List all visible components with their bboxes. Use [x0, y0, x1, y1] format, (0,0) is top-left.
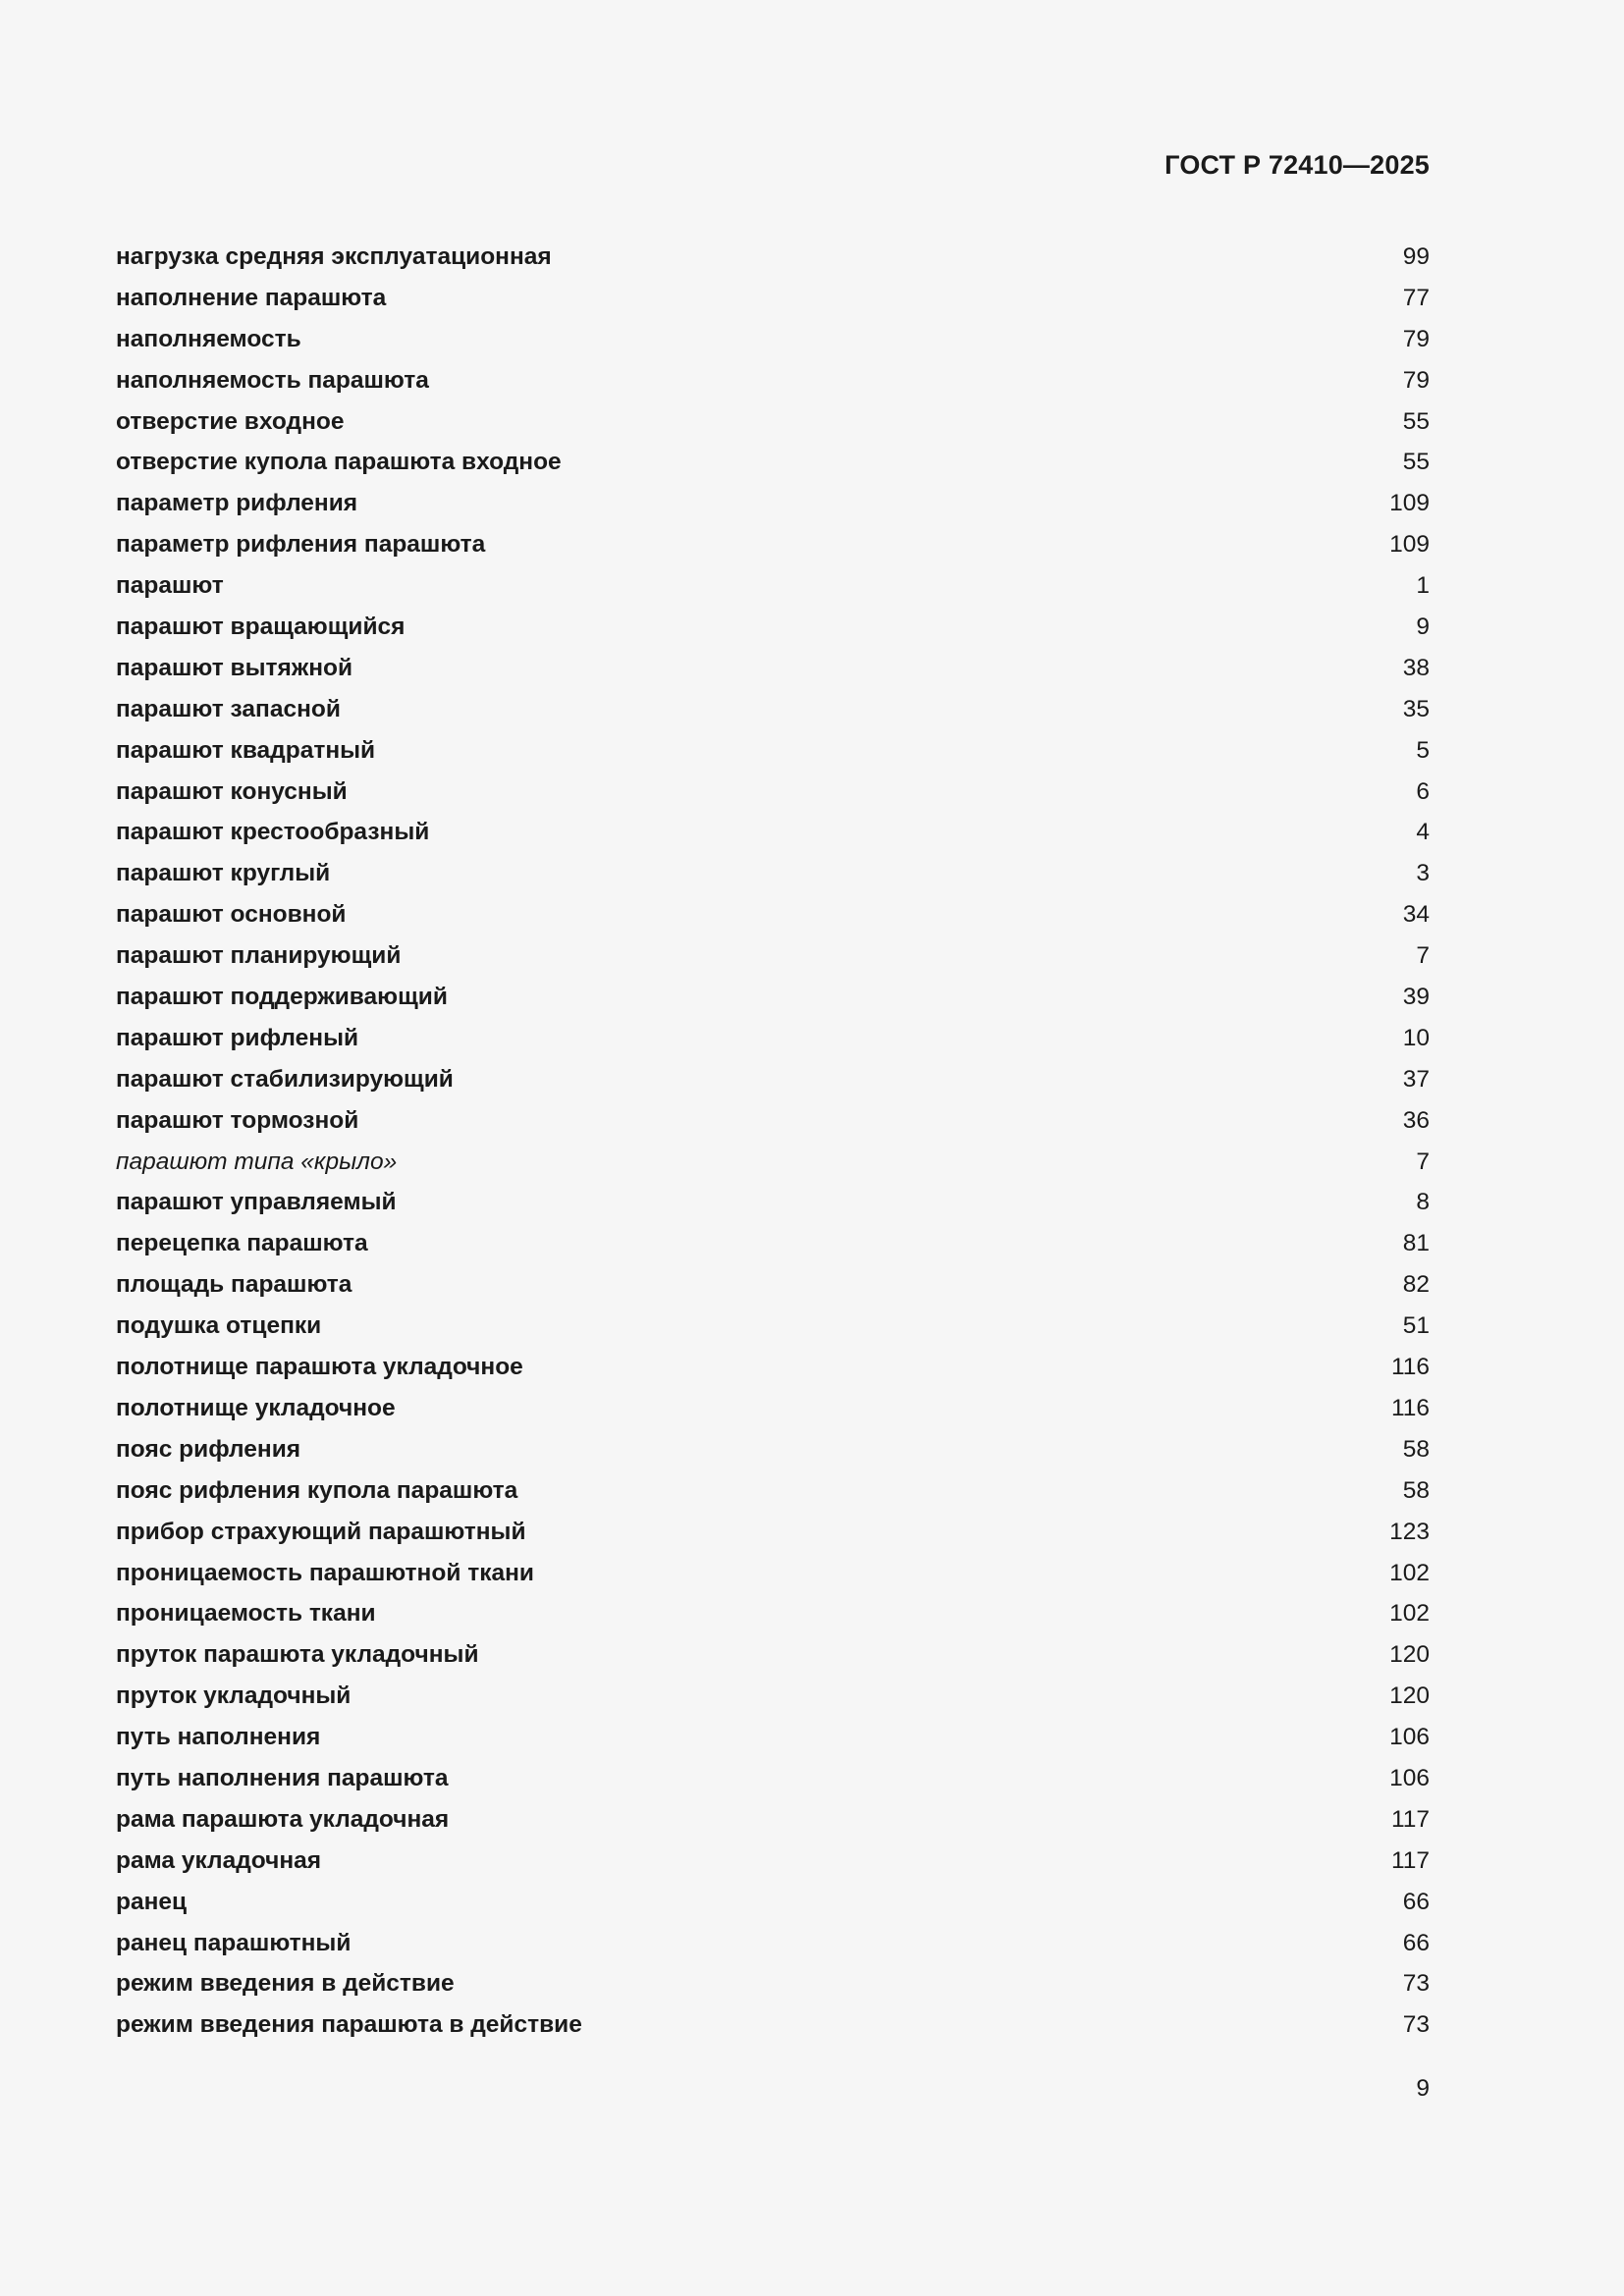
- index-term-number: 106: [1389, 1724, 1430, 1751]
- index-term: парашют основной: [116, 901, 347, 929]
- index-entry: [116, 278, 1430, 319]
- index-term: путь наполнения: [116, 1724, 321, 1751]
- index-term: парашют круглый: [116, 860, 331, 887]
- index-term-number: 4: [1416, 819, 1430, 846]
- index-term: полотнище укладочное: [116, 1394, 396, 1421]
- index-entry: [116, 1388, 1430, 1429]
- index-term-number: 117: [1390, 1805, 1430, 1833]
- index-term: парашют стабилизирующий: [116, 1065, 454, 1093]
- index-term-number: 6: [1416, 777, 1430, 805]
- index-term-number: 8: [1416, 1189, 1430, 1216]
- index-term-number: 55: [1402, 449, 1430, 476]
- index-term-number: 73: [1402, 1970, 1430, 1998]
- index-term-number: 79: [1402, 325, 1430, 352]
- index-entry: [116, 1182, 1430, 1223]
- index-term-number: 39: [1402, 984, 1430, 1011]
- index-entry: [116, 772, 1430, 813]
- index-term: парашют запасной: [116, 695, 341, 722]
- index-term-number: 5: [1416, 736, 1430, 764]
- index-term-number: 37: [1402, 1065, 1430, 1093]
- index-term: наполняемость: [116, 325, 301, 352]
- index-term-number: 123: [1389, 1518, 1430, 1545]
- index-term-number: 66: [1402, 1929, 1430, 1956]
- index-term: парашют поддерживающий: [116, 984, 448, 1011]
- page-number: 9: [1416, 2075, 1430, 2102]
- index-entry: [116, 1676, 1430, 1717]
- index-entry: [116, 1717, 1430, 1758]
- index-term-number: 109: [1389, 490, 1430, 517]
- index-term: парашют квадратный: [116, 736, 376, 764]
- index-entry: [116, 1593, 1430, 1634]
- index-entry: [116, 401, 1430, 443]
- index-term-number: 1: [1416, 572, 1430, 600]
- index-term-number: 79: [1402, 366, 1430, 394]
- index-entry: [116, 1553, 1430, 1594]
- index-entry: [116, 1142, 1430, 1183]
- index-entry: [116, 1429, 1430, 1470]
- index-entry: [116, 1100, 1430, 1142]
- index-entry: [116, 319, 1430, 360]
- index-entry: [116, 812, 1430, 853]
- document-designation: ГОСТ Р 72410—2025: [1164, 150, 1430, 180]
- index-entry: [116, 360, 1430, 401]
- index-term: параметр рифления парашюта: [116, 531, 486, 559]
- index-term-number: 34: [1402, 901, 1430, 929]
- index-entry: [116, 565, 1430, 607]
- index-term-number: 117: [1390, 1846, 1430, 1874]
- index-term-number: 102: [1389, 1559, 1430, 1586]
- index-entry: [116, 1347, 1430, 1388]
- index-term-number: 7: [1416, 1148, 1430, 1175]
- index-term: перецепка парашюта: [116, 1230, 368, 1257]
- index-term: парашют тормозной: [116, 1106, 359, 1134]
- index-entry: [116, 1018, 1430, 1059]
- index-term: полотнище парашюта укладочное: [116, 1354, 523, 1381]
- index-term-number: 116: [1390, 1354, 1430, 1381]
- index-term: парашют планирующий: [116, 942, 402, 970]
- index-term-number: 10: [1402, 1024, 1430, 1051]
- index-entry: [116, 1512, 1430, 1553]
- index-term: путь наполнения парашюта: [116, 1764, 449, 1791]
- index-term-number: 109: [1389, 531, 1430, 559]
- index-term: проницаемость ткани: [116, 1600, 376, 1628]
- index-term: ранец парашютный: [116, 1929, 352, 1956]
- index-term: отверстие купола парашюта входное: [116, 449, 562, 476]
- index-entry: [116, 1799, 1430, 1841]
- index-entry: [116, 977, 1430, 1018]
- index-term-number: 106: [1389, 1764, 1430, 1791]
- index-term-number: 81: [1402, 1230, 1430, 1257]
- index-term-number: 116: [1390, 1394, 1430, 1421]
- index-term: подушка отцепки: [116, 1312, 322, 1340]
- index-term-number: 55: [1402, 407, 1430, 435]
- index-term: ранец: [116, 1888, 188, 1915]
- index-term: рама парашюта укладочная: [116, 1805, 450, 1833]
- index-entry: [116, 607, 1430, 648]
- index-entry: [116, 1059, 1430, 1100]
- index-term: парашют рифленый: [116, 1024, 359, 1051]
- index-entry: [116, 483, 1430, 524]
- index-entry: [116, 237, 1430, 278]
- index-entry: [116, 1223, 1430, 1264]
- index-term: нагрузка средняя эксплуатационная: [116, 243, 552, 270]
- index-term-number: 9: [1416, 614, 1430, 641]
- index-term: прибор страхующий парашютный: [116, 1518, 526, 1545]
- index-term: режим введения в действие: [116, 1970, 455, 1998]
- index-entry: [116, 894, 1430, 935]
- index-term-number: 73: [1402, 2011, 1430, 2039]
- index-term-number: 36: [1402, 1106, 1430, 1134]
- index-term-number: 82: [1402, 1271, 1430, 1299]
- index-term-number: 38: [1402, 654, 1430, 681]
- index-term: режим введения парашюта в действие: [116, 2011, 582, 2039]
- index-term-number: 99: [1402, 243, 1430, 270]
- index-term: парашют вытяжной: [116, 654, 353, 681]
- index-term-number: 102: [1389, 1600, 1430, 1628]
- index-term: площадь парашюта: [116, 1271, 352, 1299]
- index-entry: [116, 1923, 1430, 1964]
- index-entry: [116, 1963, 1430, 2004]
- index-term-number: 3: [1416, 860, 1430, 887]
- index-term-number: 51: [1402, 1312, 1430, 1340]
- index-entry: [116, 1841, 1430, 1882]
- term-index-list: [116, 237, 1430, 2046]
- index-entry: [116, 648, 1430, 689]
- index-entry: [116, 1882, 1430, 1923]
- index-entry: [116, 1264, 1430, 1306]
- index-term: рама укладочная: [116, 1846, 322, 1874]
- index-entry: [116, 2004, 1430, 2046]
- index-term: парашют конусный: [116, 777, 348, 805]
- index-term: пруток парашюта укладочный: [116, 1641, 479, 1669]
- index-entry: [116, 730, 1430, 772]
- index-entry: [116, 935, 1430, 977]
- index-entry: [116, 442, 1430, 483]
- index-term: пруток укладочный: [116, 1682, 352, 1710]
- index-term-number: 58: [1402, 1435, 1430, 1463]
- index-term: парашют управляемый: [116, 1189, 397, 1216]
- index-term: отверстие входное: [116, 407, 345, 435]
- index-term: проницаемость парашютной ткани: [116, 1559, 534, 1586]
- index-term: парашют типа «крыло»: [116, 1148, 398, 1175]
- index-term-number: 35: [1402, 695, 1430, 722]
- index-term-number: 66: [1402, 1888, 1430, 1915]
- index-term: парашют вращающийся: [116, 614, 406, 641]
- index-term-number: 7: [1416, 942, 1430, 970]
- index-entry: [116, 689, 1430, 730]
- index-term: наполняемость парашюта: [116, 366, 429, 394]
- index-entry: [116, 853, 1430, 894]
- index-term-number: 120: [1389, 1682, 1430, 1710]
- index-term: пояс рифления: [116, 1435, 301, 1463]
- index-term-number: 77: [1402, 284, 1430, 311]
- index-term: наполнение парашюта: [116, 284, 387, 311]
- index-entry: [116, 1758, 1430, 1799]
- index-term: парашют: [116, 572, 224, 600]
- index-entry: [116, 1306, 1430, 1347]
- index-entry: [116, 1470, 1430, 1512]
- index-term-number: 58: [1402, 1476, 1430, 1504]
- index-term: пояс рифления купола парашюта: [116, 1476, 518, 1504]
- index-term: параметр рифления: [116, 490, 358, 517]
- index-term-number: 120: [1389, 1641, 1430, 1669]
- index-entry: [116, 1634, 1430, 1676]
- index-entry: [116, 524, 1430, 565]
- index-term: парашют крестообразный: [116, 819, 430, 846]
